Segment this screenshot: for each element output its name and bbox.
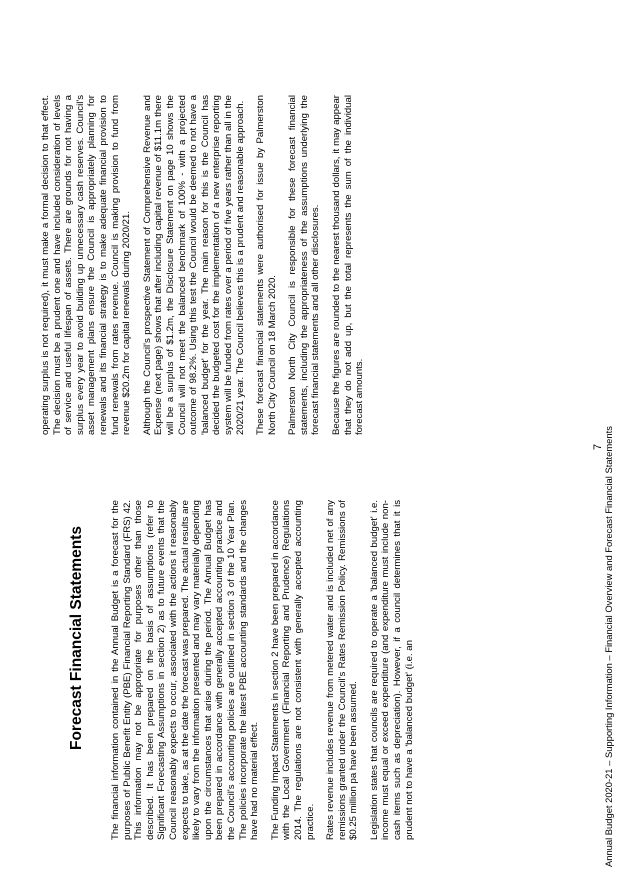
page-title: Forecast Financial Statements	[68, 526, 85, 750]
paragraph-rounding: Because the figures are rounded to the nearest thousand dollars, it may appear that they do not add up, but the total represents the sum of the individual forecast amounts.	[331, 95, 366, 435]
right-column	[40, 95, 375, 435]
paragraph-balanced-budget: Legislation states that councils are required to operate a 'balanced budget' i.e. income must equal or exceed expenditure (and expenditure must include non-cash items such as depreciation). However, if a council determines that it is prudent not to have a 'balanced budget' (i.e. an	[368, 500, 415, 840]
paragraph-comprehensive-revenue: Although the Council's prospective Statement of Comprehensive Revenue and Expense (next page) shows that after including capital revenue of $11.1m there will be a surplus of $1.2m, the Disclosure Statement on page 10 shows the Council will not meet the balanced benchmark of 100% - with a projected outcome of 98.2%. Using this test the Council would be deemed to not have a 'balanced budget' for the year. The main reason for this is the Council has decided the budgeted cost for the implementation of a new enterprise reporting system will be funded from rates over a period of five years rather than all in the 2020/21 year. The Council believes this is a prudent and reasonable approach.	[141, 95, 246, 435]
paragraph-rates-revenue: Rates revenue includes revenue from metered water and is included net of any remissions granted under the Council's Rates Remission Policy. Remissions of $0.25 million pa have been assumed.	[325, 500, 360, 840]
paragraph-responsibility: Palmerston North City Council is responsible for these forecast financial statements, including the appropriateness of the assumptions underlying the forecast financial statements and all other disclosures.	[287, 95, 322, 435]
left-column	[110, 500, 424, 840]
paragraph-funding-impact: The Funding Impact Statements in section 2 have been prepared in accordance with the Local Government (Financial Reporting and Prudence) Regulations 2014. The regulations are not consistent with generally accepted accounting practice.	[269, 500, 316, 840]
paragraph-forecast-basis: The financial information contained in the Annual Budget is a forecast for the purposes of Public Benefit Entity (PBE) Financial Reporting Standard (FRS) 42. This information may not be appropriate for purposes other than those described. It has been prepared on the basis of assumptions (refer to Significant Forecasting Assumptions in section 2) as to future events that the Council reasonably expects to occur, associated with the actions it reasonably expects to take, as at the date the forecast was prepared. The actual results are likely to vary from the information presented and may vary materially depending upon the circumstances that arise during the period. The Annual Budget has been prepared in accordance with generally accepted accounting practice and the Council's accounting policies are outlined in section 3 of the 10 Year Plan. The policies incorporate the latest PBE accounting standards and the changes have had no material effect.	[110, 500, 261, 840]
paragraph-authorisation: These forecast financial statements were authorised for issue by Palmerston North City Council on 18 March 2020.	[255, 95, 278, 435]
page-number: 7	[592, 443, 604, 450]
paragraph-operating-surplus: operating surplus is not required), it must make a formal decision to that effect. The decision must be a prudent one and have included consideration of levels of service and useful lifespan of assets. There are grounds for not having a surplus every year to avoid building up unnecessary cash reserves. Council's asset management plans ensure the Council is appropriately planning for renewals and its financial strategy is to make adequate financial provision to fund renewals from rates revenue. Council is making provision to fund from revenue $20.2m for capital renewals during 2020/21.	[40, 95, 133, 435]
page-footer: Annual Budget 2020-21 – Supporting Information – Financial Overview and Forecast Financial Statements	[603, 426, 614, 867]
